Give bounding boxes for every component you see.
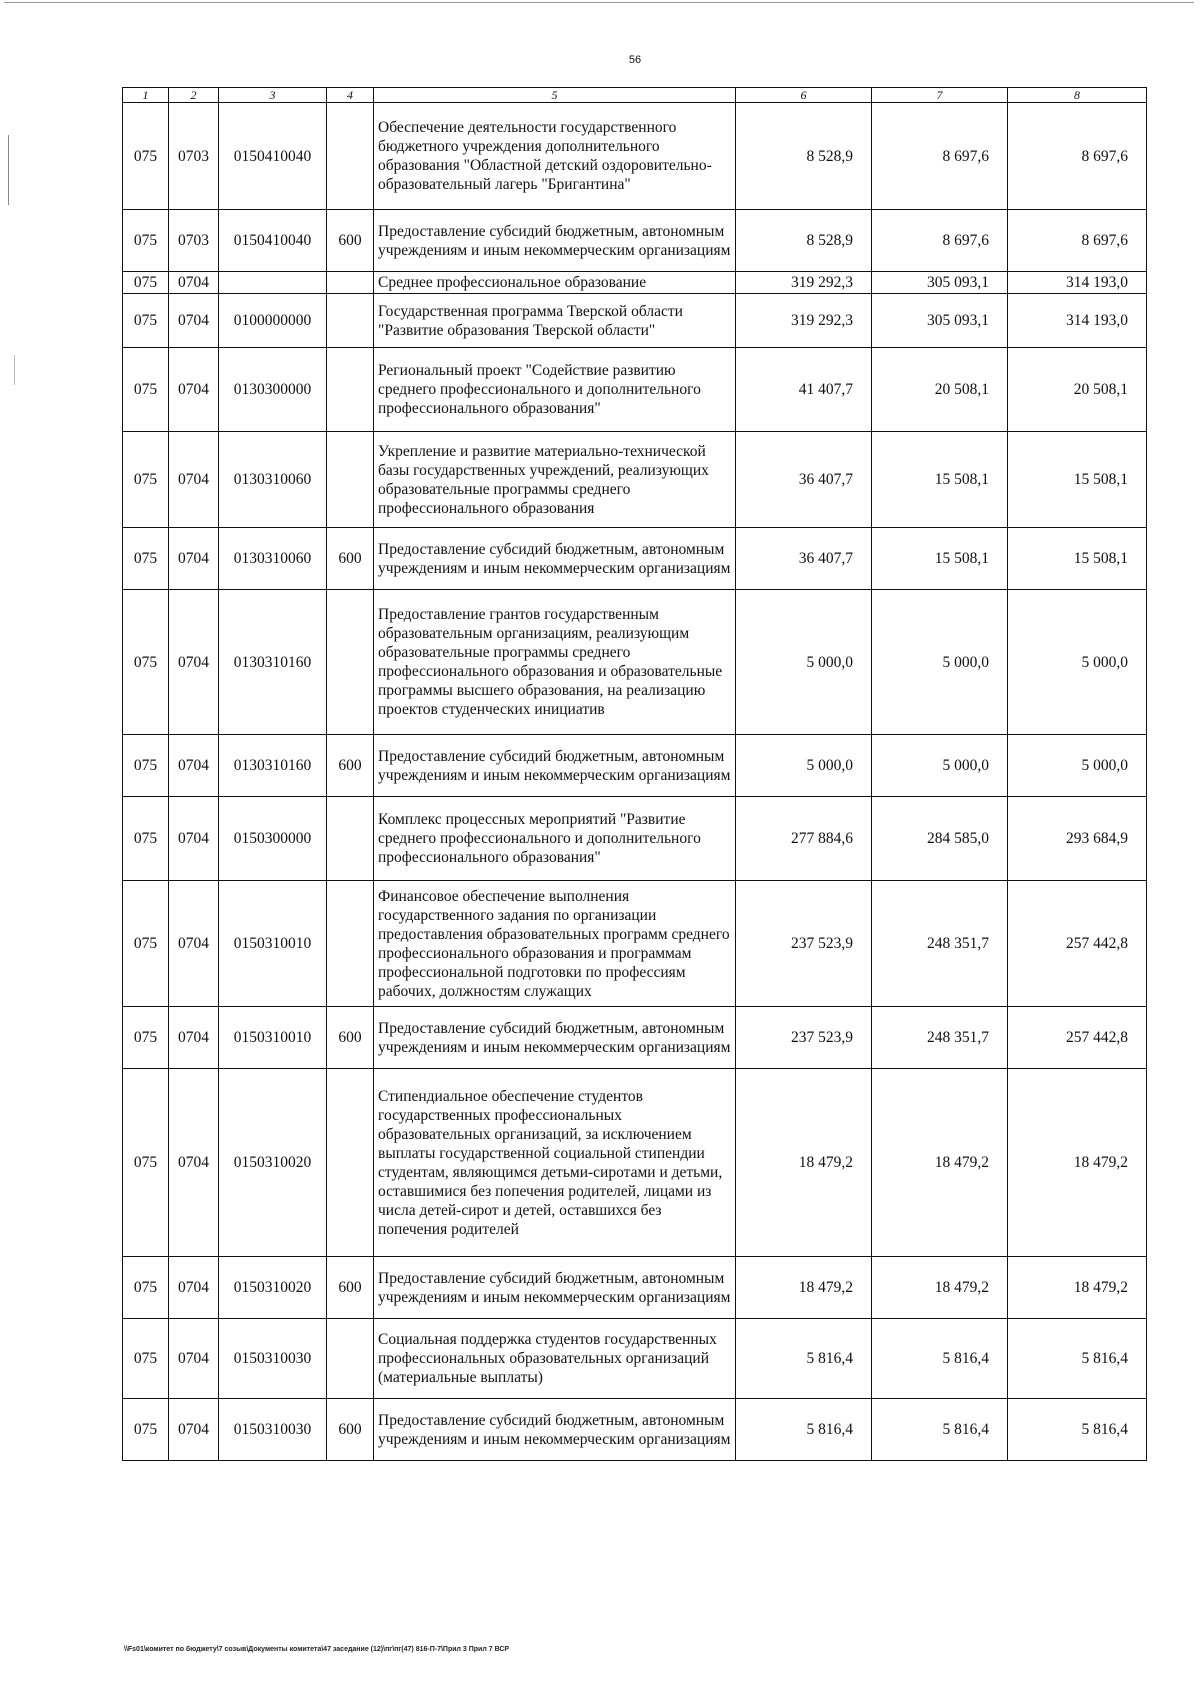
table-row [123, 1069, 1147, 1257]
table-row [123, 1007, 1147, 1069]
cell-chapter: 075 [123, 797, 169, 881]
cell-target-article: 0150310020 [219, 1257, 327, 1319]
cell-amount-year2: 5 816,4 [872, 1399, 1008, 1461]
cell-target-article: 0150300000 [219, 797, 327, 881]
cell-description: Государственная программа Тверской области "Развитие образования Тверской области" [374, 294, 736, 348]
cell-description: Предоставление субсидий бюджетным, автономным учреждениям и иным некоммерческим организациям [374, 1399, 736, 1461]
cell-amount-year2: 20 508,1 [872, 348, 1008, 432]
cell-description: Предоставление субсидий бюджетным, автономным учреждениям и иным некоммерческим организациям [374, 735, 736, 797]
cell-chapter: 075 [123, 1069, 169, 1257]
cell-amount-year3: 8 697,6 [1008, 103, 1147, 210]
cell-expense-type [327, 103, 374, 210]
cell-amount-year1: 36 407,7 [736, 432, 872, 528]
cell-amount-year1: 5 000,0 [736, 735, 872, 797]
cell-chapter: 075 [123, 528, 169, 590]
cell-chapter: 075 [123, 432, 169, 528]
table-row [123, 528, 1147, 590]
cell-amount-year3: 5 816,4 [1008, 1399, 1147, 1461]
cell-amount-year1: 277 884,6 [736, 797, 872, 881]
cell-description: Предоставление субсидий бюджетным, автономным учреждениям и иным некоммерческим организациям [374, 528, 736, 590]
cell-amount-year3: 5 000,0 [1008, 735, 1147, 797]
cell-amount-year1: 5 816,4 [736, 1399, 872, 1461]
cell-amount-year1: 319 292,3 [736, 272, 872, 294]
cell-amount-year2: 5 000,0 [872, 590, 1008, 735]
column-header-row [123, 88, 1147, 103]
cell-expense-type [327, 432, 374, 528]
cell-amount-year3: 5 000,0 [1008, 590, 1147, 735]
cell-expense-type: 600 [327, 1257, 374, 1319]
column-header: 3 [219, 88, 327, 103]
cell-chapter: 075 [123, 881, 169, 1007]
cell-chapter: 075 [123, 1319, 169, 1399]
cell-target-article: 0130300000 [219, 348, 327, 432]
cell-amount-year3: 314 193,0 [1008, 294, 1147, 348]
cell-amount-year2: 248 351,7 [872, 1007, 1008, 1069]
cell-expense-type [327, 294, 374, 348]
table-row [123, 881, 1147, 1007]
column-header: 1 [123, 88, 169, 103]
column-header: 7 [872, 88, 1008, 103]
cell-target-article: 0150310010 [219, 1007, 327, 1069]
left-margin-mark [8, 135, 9, 205]
cell-section: 0704 [169, 590, 219, 735]
cell-expense-type [327, 590, 374, 735]
cell-description: Стипендиальное обеспечение студентов государственных профессиональных образовательных организаций, за исключением выплаты государственной социальной стипендии студентам, являющимся детьми-сиротами и детьми, оставшимися без попечения родителей, лицами из числа детей-сирот и детей, оставшихся без попечения родителей [374, 1069, 736, 1257]
cell-amount-year1: 319 292,3 [736, 294, 872, 348]
cell-amount-year3: 18 479,2 [1008, 1257, 1147, 1319]
cell-section: 0703 [169, 210, 219, 272]
cell-chapter: 075 [123, 272, 169, 294]
cell-amount-year1: 41 407,7 [736, 348, 872, 432]
cell-target-article: 0130310060 [219, 528, 327, 590]
cell-section: 0704 [169, 528, 219, 590]
cell-amount-year2: 18 479,2 [872, 1069, 1008, 1257]
cell-amount-year2: 5 816,4 [872, 1319, 1008, 1399]
cell-target-article: 0150310010 [219, 881, 327, 1007]
cell-amount-year1: 8 528,9 [736, 210, 872, 272]
top-scan-edge [4, 2, 1194, 3]
cell-section: 0704 [169, 432, 219, 528]
column-header: 8 [1008, 88, 1147, 103]
cell-amount-year3: 257 442,8 [1008, 881, 1147, 1007]
table-row [123, 1319, 1147, 1399]
table-row [123, 797, 1147, 881]
cell-amount-year1: 5 000,0 [736, 590, 872, 735]
table-row [123, 1399, 1147, 1461]
cell-chapter: 075 [123, 1007, 169, 1069]
cell-target-article: 0100000000 [219, 294, 327, 348]
cell-expense-type [327, 797, 374, 881]
cell-chapter: 075 [123, 735, 169, 797]
cell-target-article: 0150310020 [219, 1069, 327, 1257]
cell-amount-year1: 36 407,7 [736, 528, 872, 590]
cell-amount-year1: 18 479,2 [736, 1069, 872, 1257]
cell-description: Предоставление субсидий бюджетным, автономным учреждениям и иным некоммерческим организациям [374, 1257, 736, 1319]
cell-target-article [219, 272, 327, 294]
cell-amount-year2: 15 508,1 [872, 432, 1008, 528]
cell-amount-year1: 18 479,2 [736, 1257, 872, 1319]
cell-amount-year3: 314 193,0 [1008, 272, 1147, 294]
cell-section: 0704 [169, 294, 219, 348]
cell-amount-year3: 15 508,1 [1008, 528, 1147, 590]
cell-chapter: 075 [123, 1399, 169, 1461]
cell-section: 0704 [169, 735, 219, 797]
cell-expense-type [327, 272, 374, 294]
cell-section: 0704 [169, 1069, 219, 1257]
cell-amount-year2: 305 093,1 [872, 272, 1008, 294]
cell-chapter: 075 [123, 210, 169, 272]
table-row [123, 272, 1147, 294]
cell-section: 0704 [169, 1319, 219, 1399]
cell-section: 0704 [169, 348, 219, 432]
cell-amount-year3: 15 508,1 [1008, 432, 1147, 528]
cell-section: 0704 [169, 1257, 219, 1319]
cell-expense-type [327, 881, 374, 1007]
cell-description: Региональный проект "Содействие развитию среднего профессионального и дополнительного профессионального образования" [374, 348, 736, 432]
cell-expense-type [327, 1319, 374, 1399]
cell-expense-type: 600 [327, 1007, 374, 1069]
table-row [123, 590, 1147, 735]
cell-description: Предоставление субсидий бюджетным, автономным учреждениям и иным некоммерческим организациям [374, 1007, 736, 1069]
cell-amount-year2: 305 093,1 [872, 294, 1008, 348]
cell-target-article: 0150310030 [219, 1319, 327, 1399]
cell-amount-year2: 5 000,0 [872, 735, 1008, 797]
cell-expense-type: 600 [327, 735, 374, 797]
column-header: 2 [169, 88, 219, 103]
cell-amount-year1: 8 528,9 [736, 103, 872, 210]
cell-section: 0704 [169, 1007, 219, 1069]
cell-expense-type: 600 [327, 210, 374, 272]
cell-amount-year1: 5 816,4 [736, 1319, 872, 1399]
cell-amount-year2: 284 585,0 [872, 797, 1008, 881]
cell-amount-year3: 293 684,9 [1008, 797, 1147, 881]
cell-chapter: 075 [123, 1257, 169, 1319]
cell-description: Комплекс процессных мероприятий "Развитие среднего профессионального и дополнительного профессионального образования" [374, 797, 736, 881]
cell-chapter: 075 [123, 590, 169, 735]
cell-target-article: 0130310160 [219, 590, 327, 735]
cell-amount-year3: 8 697,6 [1008, 210, 1147, 272]
table-row [123, 294, 1147, 348]
cell-target-article: 0130310160 [219, 735, 327, 797]
cell-description: Среднее профессиональное образование [374, 272, 736, 294]
cell-amount-year3: 5 816,4 [1008, 1319, 1147, 1399]
cell-section: 0704 [169, 1399, 219, 1461]
cell-expense-type [327, 348, 374, 432]
cell-amount-year2: 248 351,7 [872, 881, 1008, 1007]
cell-target-article: 0150310030 [219, 1399, 327, 1461]
cell-chapter: 075 [123, 294, 169, 348]
cell-amount-year2: 15 508,1 [872, 528, 1008, 590]
cell-amount-year2: 8 697,6 [872, 103, 1008, 210]
column-header: 6 [736, 88, 872, 103]
page-number: 56 [628, 54, 642, 66]
cell-section: 0703 [169, 103, 219, 210]
cell-section: 0704 [169, 797, 219, 881]
cell-description: Обеспечение деятельности государственного бюджетного учреждения дополнительного образования "Областной детский оздоровительно-образовательный лагерь "Бригантина" [374, 103, 736, 210]
cell-amount-year3: 20 508,1 [1008, 348, 1147, 432]
cell-chapter: 075 [123, 348, 169, 432]
cell-description: Финансовое обеспечение выполнения государственного задания по организации предоставления образовательных программ среднего профессионального образования и программам профессиональной подготовки по профессиям рабочих, должностям служащих [374, 881, 736, 1007]
cell-target-article: 0150410040 [219, 210, 327, 272]
cell-target-article: 0130310060 [219, 432, 327, 528]
file-path-footer: \\Fs01\комитет по бюджету\7 созыв\Документы комитета\47 заседание (12)\пг\пг(47) 816-П-7\Прил 3 Прил 7 ВСР [124, 1646, 510, 1653]
cell-expense-type [327, 1069, 374, 1257]
cell-section: 0704 [169, 272, 219, 294]
column-header: 4 [327, 88, 374, 103]
table-row [123, 210, 1147, 272]
table-row [123, 432, 1147, 528]
cell-amount-year3: 18 479,2 [1008, 1069, 1147, 1257]
table-row [123, 348, 1147, 432]
cell-description: Укрепление и развитие материально-технической базы государственных учреждений, реализующих образовательные программы среднего профессионального образования [374, 432, 736, 528]
table-row [123, 1257, 1147, 1319]
column-header: 5 [374, 88, 736, 103]
cell-description: Социальная поддержка студентов государственных профессиональных образовательных организаций (материальные выплаты) [374, 1319, 736, 1399]
cell-amount-year1: 237 523,9 [736, 1007, 872, 1069]
cell-amount-year2: 18 479,2 [872, 1257, 1008, 1319]
budget-table [122, 87, 1147, 1461]
cell-description: Предоставление грантов государственным образовательным организациям, реализующим образовательные программы среднего профессионального образования и образовательные программы высшего образования, на реализацию проектов студенческих инициатив [374, 590, 736, 735]
cell-expense-type: 600 [327, 1399, 374, 1461]
left-margin-mark-2 [14, 355, 15, 385]
table-row [123, 103, 1147, 210]
cell-description: Предоставление субсидий бюджетным, автономным учреждениям и иным некоммерческим организациям [374, 210, 736, 272]
cell-amount-year2: 8 697,6 [872, 210, 1008, 272]
cell-amount-year3: 257 442,8 [1008, 1007, 1147, 1069]
cell-chapter: 075 [123, 103, 169, 210]
cell-section: 0704 [169, 881, 219, 1007]
cell-amount-year1: 237 523,9 [736, 881, 872, 1007]
cell-expense-type: 600 [327, 528, 374, 590]
table-row [123, 735, 1147, 797]
cell-target-article: 0150410040 [219, 103, 327, 210]
